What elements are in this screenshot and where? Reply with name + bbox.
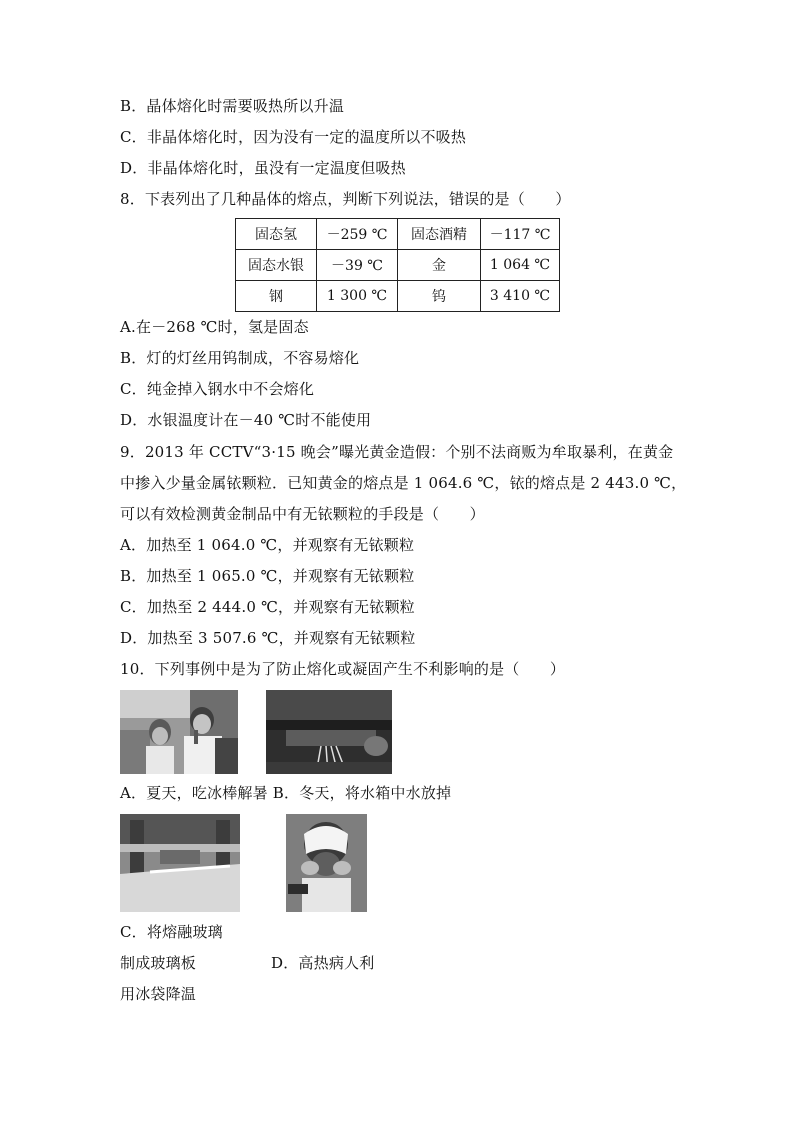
option-8c: C．纯金掉入钢水中不会熔化 [120,380,315,398]
photo-ice-pop [120,690,238,774]
option-7c: C．非晶体熔化时，因为没有一定的温度所以不吸热 [120,128,467,146]
table-cell: 3 410 ℃ [481,281,560,312]
table-cell: 1 064 ℃ [481,250,560,281]
photo-ice-bag [286,814,367,912]
question-9-line-1: 9．2013 年 CCTV“3·15 晚会”曝光黄金造假：个别不法商贩为牟取暴利，在黄金 [120,443,674,461]
option-9b: B．加热至 1 065.0 ℃，并观察有无铱颗粒 [120,567,415,585]
option-8a: A.在－268 ℃时，氢是固态 [120,318,309,336]
table-cell: 1 300 ℃ [317,281,398,312]
table-row [236,219,560,250]
option-9d: D．加热至 3 507.6 ℃，并观察有无铱颗粒 [120,629,416,647]
question-10: 10．下列事例中是为了防止熔化或凝固产生不利影响的是（ ） [120,660,566,678]
table-row [236,281,560,312]
option-10d-line-1: D．高热病人利 [271,954,375,972]
option-9c: C．加热至 2 444.0 ℃，并观察有无铱颗粒 [120,598,415,616]
table-cell: 钨 [398,281,481,312]
table-cell: －39 ℃ [317,250,398,281]
table-cell: －117 ℃ [481,219,560,250]
option-10c-line-2: 制成玻璃板 [120,954,197,972]
option-10d-line-2: 用冰袋降温 [120,985,197,1003]
photo-glass-sheet [120,814,240,912]
table-cell: －259 ℃ [317,219,398,250]
option-10c-line-1: C．将熔融玻璃 [120,923,223,941]
question-8: 8．下表列出了几种晶体的熔点，判断下列说法，错误的是（ ） [120,190,571,208]
melting-point-table [235,218,560,312]
table-cell: 固态氢 [236,219,317,250]
table-row [236,250,560,281]
table-cell: 金 [398,250,481,281]
table-cell: 固态酒精 [398,219,481,250]
table-cell: 固态水银 [236,250,317,281]
option-8d: D．水银温度计在－40 ℃时不能使用 [120,411,372,429]
photo-radiator [266,690,392,774]
question-9-line-3: 可以有效检测黄金制品中有无铱颗粒的手段是（ ） [120,505,485,523]
option-9a: A．加热至 1 064.0 ℃，并观察有无铱颗粒 [120,536,415,554]
table-cell: 钢 [236,281,317,312]
question-9-line-2: 中掺入少量金属铱颗粒．已知黄金的熔点是 1 064.6 ℃，铱的熔点是 2 443.0 ℃， [120,474,687,492]
option-8b: B．灯的灯丝用钨制成，不容易熔化 [120,349,360,367]
option-10ab: A．夏天，吃冰棒解暑 B．冬天，将水箱中水放掉 [120,784,452,802]
option-7b: B．晶体熔化时需要吸热所以升温 [120,97,345,115]
option-7d: D．非晶体熔化时，虽没有一定温度但吸热 [120,159,406,177]
